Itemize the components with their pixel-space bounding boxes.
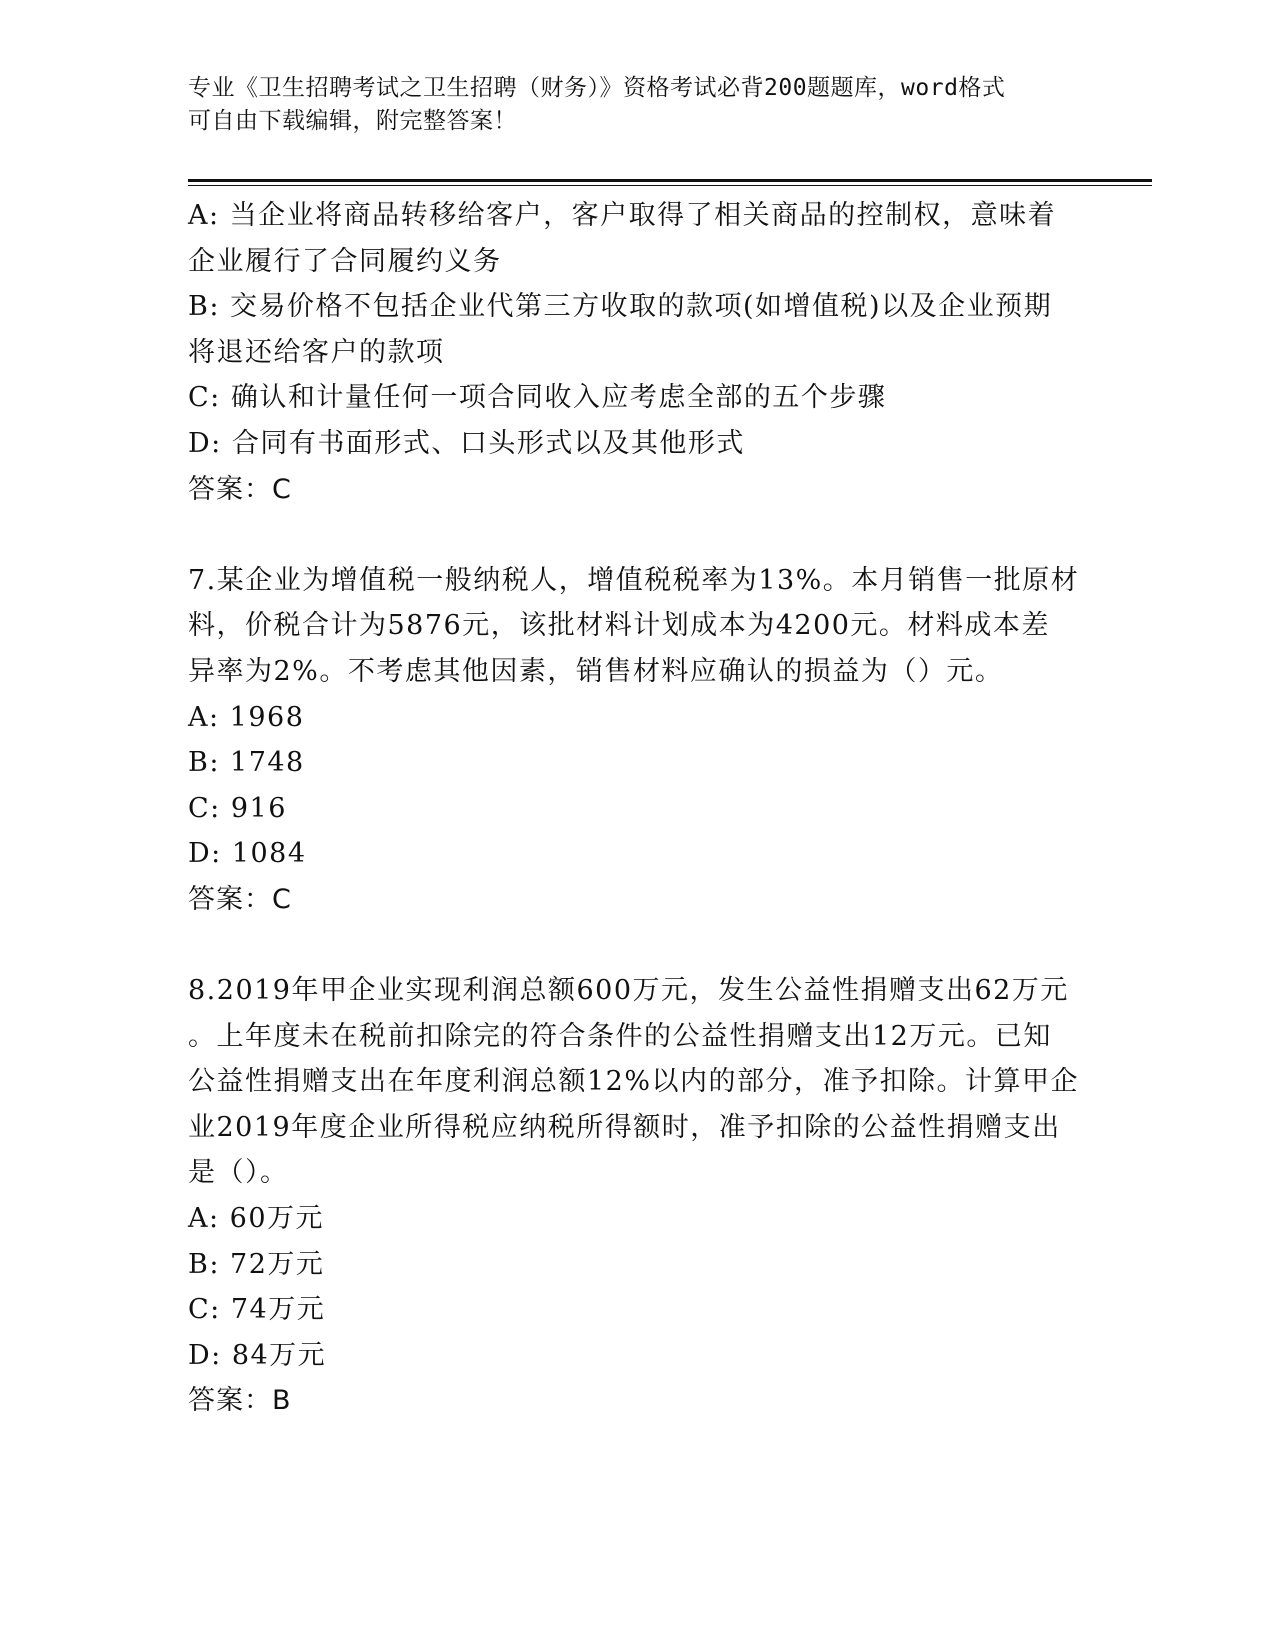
q8-stem-line-3: 公益性捐赠支出在年度利润总额12%以内的部分，准予扣除。计算甲企 bbox=[188, 1066, 1080, 1098]
question-6-block bbox=[188, 193, 1088, 512]
q8-stem-line-1: 8.2019年甲企业实现利润总额600万元，发生公益性捐赠支出62万元 bbox=[188, 975, 1069, 1007]
header-rule-thin bbox=[188, 185, 1152, 186]
q7-stem-line-3: 异率为2%。不考虑其他因素，销售材料应确认的损益为（）元。 bbox=[188, 655, 1004, 687]
header-rule-thick bbox=[188, 179, 1152, 182]
question-content bbox=[188, 193, 1088, 1424]
spacer bbox=[188, 923, 1088, 969]
q8-stem-line-2: 。上年度未在税前扣除完的符合条件的公益性捐赠支出12万元。已知 bbox=[188, 1020, 1052, 1052]
question-8-block bbox=[188, 968, 1088, 1424]
q6-option-d: D: 合同有书面形式、口头形式以及其他形式 bbox=[188, 427, 745, 459]
question-7-block bbox=[188, 558, 1088, 923]
q6-option-c: C: 确认和计量任何一项合同收入应考虑全部的五个步骤 bbox=[188, 382, 887, 414]
q7-option-b: B: 1748 bbox=[188, 747, 305, 779]
q6-option-a-line-2: 企业履行了合同履约义务 bbox=[188, 245, 502, 277]
q7-stem-line-2: 料，价税合计为5876元，该批材料计划成本为4200元。材料成本差 bbox=[188, 610, 1050, 642]
q7-answer: 答案：C bbox=[188, 883, 292, 915]
q6-answer: 答案：C bbox=[188, 473, 292, 505]
header-line-1: 专业《卫生招聘考试之卫生招聘（财务）》资格考试必背200题题库，word格式 bbox=[188, 75, 1006, 101]
header-line-2: 可自由下载编辑，附完整答案！ bbox=[188, 108, 517, 134]
spacer bbox=[188, 512, 1088, 558]
q7-option-d: D: 1084 bbox=[188, 838, 307, 870]
q7-stem-line-1: 7.某企业为增值税一般纳税人，增值税税率为13%。本月销售一批原材 bbox=[188, 564, 1080, 596]
q8-answer: 答案：B bbox=[188, 1385, 292, 1417]
q8-option-c: C: 74万元 bbox=[188, 1294, 326, 1326]
q8-option-d: D: 84万元 bbox=[188, 1339, 327, 1371]
q8-stem-line-4: 业2019年度企业所得税应纳税所得额时，准予扣除的公益性捐赠支出 bbox=[188, 1111, 1061, 1143]
q8-option-a: A: 60万元 bbox=[188, 1203, 325, 1235]
page-header bbox=[188, 72, 1088, 138]
q7-option-a: A: 1968 bbox=[188, 701, 305, 733]
q6-option-a-line-1: A: 当企业将商品转移给客户，客户取得了相关商品的控制权，意味着 bbox=[188, 200, 1057, 231]
q8-option-b: B: 72万元 bbox=[188, 1248, 325, 1280]
q6-option-b-line-1: B: 交易价格不包括企业代第三方收取的款项(如增值税)以及企业预期 bbox=[188, 291, 1053, 323]
q8-stem-line-5: 是（）。 bbox=[188, 1157, 289, 1189]
q6-option-b-line-2: 将退还给客户的款项 bbox=[188, 336, 445, 368]
q7-option-c: C: 916 bbox=[188, 792, 287, 824]
